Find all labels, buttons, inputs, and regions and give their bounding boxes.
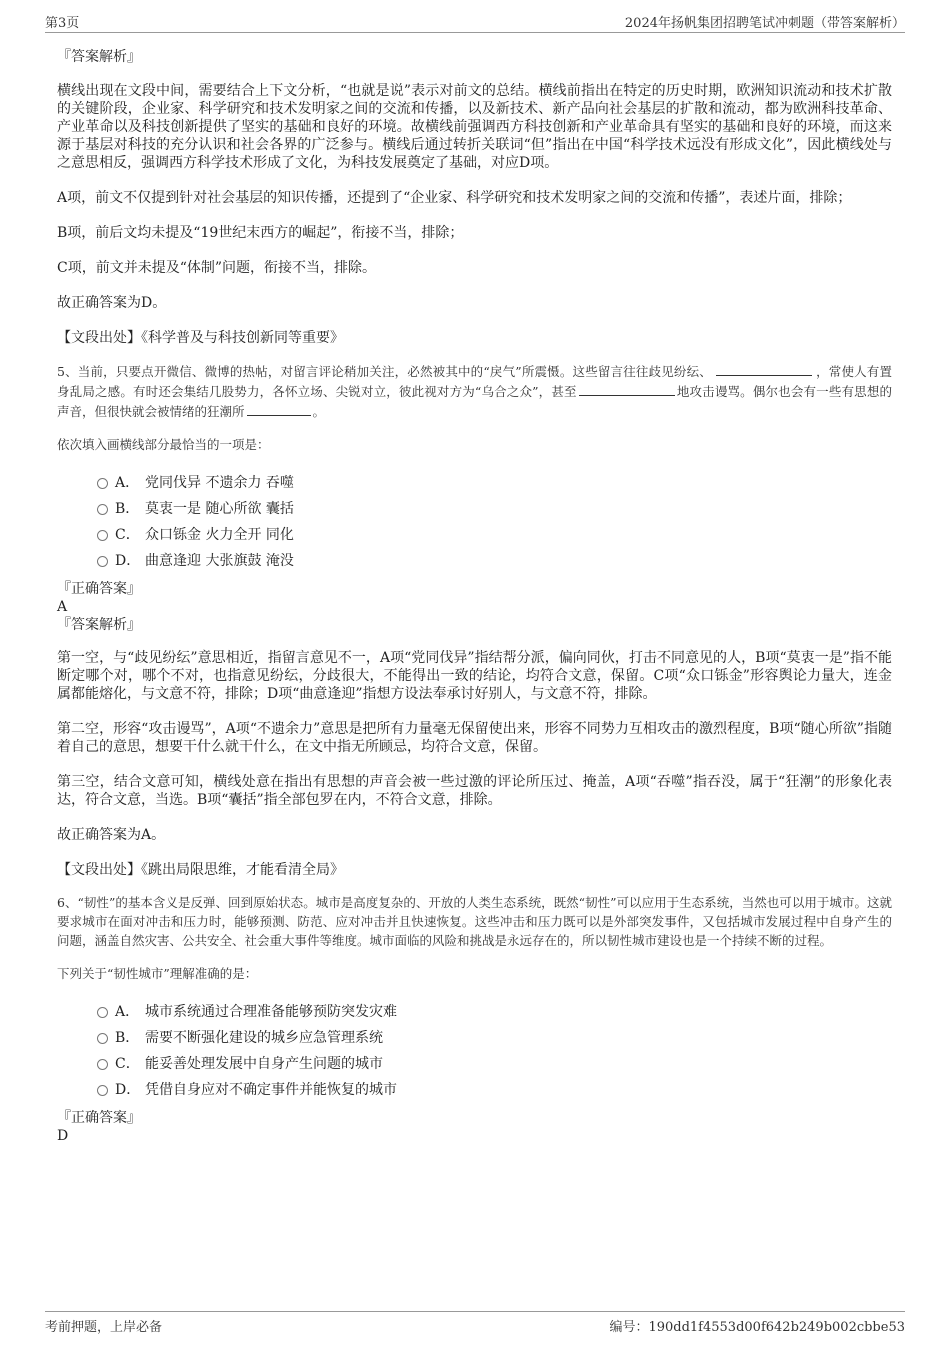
- document-id: 编号：190dd1f4553d00f642b249b002cbbe53: [609, 1320, 905, 1335]
- analysis-heading: 『答案解析』: [57, 617, 141, 633]
- radio-icon[interactable]: [97, 478, 108, 489]
- option-b[interactable]: [57, 1025, 892, 1051]
- radio-icon[interactable]: [97, 1007, 108, 1018]
- option-letter: A．: [115, 1004, 140, 1020]
- radio-icon[interactable]: [97, 530, 108, 541]
- option-text: 能妥善处理发展中自身产生问题的城市: [145, 1056, 383, 1072]
- answer-value: D: [57, 1128, 69, 1144]
- option-b-analysis: B项，前后文均未提及“19世纪末西方的崛起”，衔接不当，排除；: [57, 225, 464, 241]
- option-text: 莫衷一是 随心所欲 囊括: [145, 501, 294, 517]
- option-letter: B．: [115, 1030, 140, 1046]
- question-6-prompt: 下列关于“韧性城市”理解准确的是：: [57, 966, 258, 981]
- question-5-text-part: 地攻击谩骂。偶尔也会有一些有思想的声音，但很快就会被情绪的狂潮所: [57, 384, 892, 419]
- question-5-text: [57, 361, 892, 421]
- option-text: 曲意逢迎 大张旗鼓 淹没: [145, 553, 294, 569]
- analysis-paragraph: 横线出现在文段中间，需要结合上下文分析，“也就是说”表示对前文的总结。横线前指出在特定的历史时期，欧洲知识流动和技术扩散的关键阶段，企业家、科学研究和技术发明家之间的交流和传播，以及新技术、新产品向社会基层的扩散和流动，都为欧洲科技革命、产业革命以及科技创新提供了坚实的基础和良好的环境。故横线前强调西方科技创新和产业革命具有坚实的基础和良好的环境，而这来源于基层对科技的充分认识和社会各界的广泛参与。横线后通过转折关联词“但”指出在中国“科学技术远没有形成文化”，因此横线处与之意思相反，强调西方科学技术形成了文化，为科技发展奠定了基础，对应D项。: [57, 83, 892, 171]
- radio-icon[interactable]: [97, 504, 108, 515]
- page-content: [57, 44, 892, 1145]
- answer-heading: 『正确答案』: [57, 581, 141, 597]
- question-5-text-part: 5、当前，只要点开微信、微博的热帖，对留言评论稍加关注，必然被其中的“戾气”所震慑。这些留言往往歧见纷纭、: [57, 364, 712, 379]
- page-footer: [45, 1311, 905, 1336]
- option-text: 需要不断强化建设的城乡应急管理系统: [145, 1030, 383, 1046]
- page-number: 第3页: [45, 16, 80, 31]
- radio-icon[interactable]: [97, 1059, 108, 1070]
- fill-blank: [716, 361, 812, 376]
- option-a[interactable]: [57, 470, 892, 496]
- option-a-analysis: A项，前文不仅提到针对社会基层的知识传播，还提到了“企业家、科学研究和技术发明家之间的交流和传播”，表述片面，排除；: [57, 190, 852, 206]
- option-letter: B．: [115, 501, 140, 517]
- radio-icon[interactable]: [97, 1033, 108, 1044]
- source: 【文段出处】《跳出局限思维，才能看清全局》: [57, 862, 344, 878]
- source: 【文段出处】《科学普及与科技创新同等重要》: [57, 330, 344, 346]
- fill-blank: [579, 381, 675, 396]
- option-d[interactable]: [57, 548, 892, 574]
- option-text: 党同伐异 不遗余力 吞噬: [145, 475, 294, 491]
- analysis-heading: 『答案解析』: [57, 49, 141, 65]
- page-header: [45, 8, 905, 33]
- analysis-paragraph-2: 第二空，形容“攻击谩骂”，A项“不遗余力”意思是把所有力量毫无保留使出来，形容不同势力互相攻击的激烈程度，B项“随心所欲”指随着自己的意思，想要干什么就干什么，在文中指无所顾忌，均符合文意，保留。: [57, 721, 892, 755]
- option-c[interactable]: [57, 522, 892, 548]
- option-letter: D．: [115, 1082, 141, 1098]
- option-c[interactable]: [57, 1051, 892, 1077]
- footer-slogan: 考前押题，上岸必备: [45, 1320, 163, 1335]
- option-c-analysis: C项，前文并未提及“体制”问题，衔接不当，排除。: [57, 260, 377, 276]
- question-5-text-part: ，常使人有置身乱局之感。有时还会集结几股势力，各怀立场、尖锐对立，彼此视对方为“乌合之众”，甚至: [57, 364, 892, 399]
- question-5-options: [57, 470, 892, 574]
- option-text: 城市系统通过合理准备能够预防突发灾难: [145, 1004, 397, 1020]
- question-5-text-part: 。: [312, 404, 326, 419]
- document-title: 2024年扬帆集团招聘笔试冲刺题（带答案解析）: [624, 16, 905, 31]
- option-letter: C．: [115, 1056, 140, 1072]
- question-6-options: [57, 999, 892, 1103]
- radio-icon[interactable]: [97, 556, 108, 567]
- fill-blank: [247, 401, 311, 416]
- option-text: 凭借自身应对不确定事件并能恢复的城市: [145, 1082, 397, 1098]
- analysis-paragraph-1: 第一空，与“歧见纷纭”意思相近，指留言意见不一，A项“党同伐异”指结帮分派，偏向同伙，打击不同意见的人，B项“莫衷一是”指不能断定哪个对，哪个不对，也指意见纷纭，分歧很大，不能得出一致的结论，均符合文意，保留。C项“众口铄金”形容舆论力量大，连金属都能熔化，与文意不符，排除；D项“曲意逢迎”指想方设法奉承讨好别人，与文意不符，排除。: [57, 650, 892, 702]
- option-d[interactable]: [57, 1077, 892, 1103]
- analysis-paragraph-3: 第三空，结合文意可知，横线处意在指出有思想的声音会被一些过激的评论所压过、掩盖，A项“吞噬”指吞没，属于“狂潮”的形象化表达，符合文意，当选。B项“囊括”指全部包罗在内，不符合文意，排除。: [57, 774, 892, 808]
- option-letter: C．: [115, 527, 140, 543]
- radio-icon[interactable]: [97, 1085, 108, 1096]
- option-a[interactable]: [57, 999, 892, 1025]
- option-text: 众口铄金 火力全开 同化: [145, 527, 294, 543]
- conclusion: 故正确答案为D。: [57, 295, 167, 311]
- answer-value: A: [57, 599, 68, 615]
- question-6-text: 6、“韧性”的基本含义是反弹、回到原始状态。城市是高度复杂的、开放的人类生态系统，既然“韧性”可以应用于生态系统，当然也可以用于城市。这就要求城市在面对冲击和压力时，能够预测、防范、应对冲击并且快速恢复。这些冲击和压力既可以是外部突发事件，又包括城市发展过程中自身产生的问题，涵盖自然灾害、公共安全、社会重大事件等维度。城市面临的风险和挑战是永远存在的，所以韧性城市建设也是一个持续不断的过程。: [57, 895, 892, 948]
- answer-heading: 『正确答案』: [57, 1110, 141, 1126]
- question-5-prompt: 依次填入画横线部分最恰当的一项是：: [57, 437, 270, 452]
- conclusion: 故正确答案为A。: [57, 827, 166, 843]
- option-b[interactable]: [57, 496, 892, 522]
- option-letter: A．: [115, 475, 140, 491]
- option-letter: D．: [115, 553, 141, 569]
